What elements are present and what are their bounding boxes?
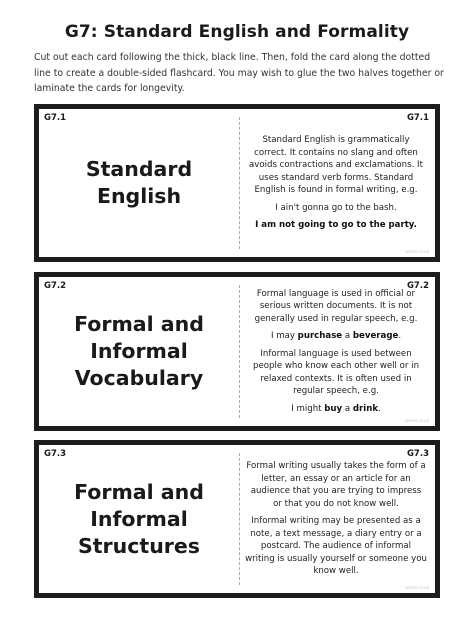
informal-definition: Informal language is used between people who know each other well or in relaxed contexts. It is often used in regular speech, e.g. bbox=[252, 348, 420, 397]
example-bold-word: drink bbox=[352, 403, 379, 414]
card-code-front: G7.3 bbox=[44, 449, 67, 459]
example-text: a bbox=[342, 403, 353, 414]
formal-structure-text: Formal writing usually takes the form of a letter, an essay or an article for an audience that you are trying to impress or that you do not know well. bbox=[246, 461, 426, 509]
card-code-back: G7.2 bbox=[406, 281, 429, 291]
example-bold-word: beverage bbox=[352, 331, 399, 342]
card-front-title: Formal and Informal Structures bbox=[74, 479, 204, 558]
example-text: I may bbox=[270, 331, 298, 342]
card-code-back: G7.1 bbox=[406, 113, 429, 123]
card-back-text bbox=[241, 277, 431, 426]
example-standard bbox=[255, 219, 417, 232]
card-code-front: G7.1 bbox=[44, 113, 67, 123]
watermark: twinkl.co.uk bbox=[405, 249, 429, 254]
page-title: G7: Standard English and Formality bbox=[64, 22, 410, 42]
example-nonstandard: I ain't gonna go to the bash. bbox=[275, 202, 397, 213]
watermark: twinkl.co.uk bbox=[405, 418, 429, 423]
flashcard-g7-2 bbox=[34, 272, 440, 431]
fold-line bbox=[239, 453, 240, 585]
example-bold-word: purchase bbox=[297, 331, 343, 342]
example-text: . bbox=[378, 403, 381, 414]
example-standard-bold: I am not going to go to the party. bbox=[255, 220, 417, 231]
example-text: a bbox=[342, 331, 353, 342]
example-bold-word: buy bbox=[324, 403, 343, 414]
card-code-front: G7.2 bbox=[44, 281, 67, 291]
card-back-text bbox=[241, 445, 431, 593]
flashcard-g7-1 bbox=[34, 104, 440, 262]
fold-line bbox=[239, 285, 240, 418]
card-back-text bbox=[241, 109, 431, 257]
example-text: . bbox=[398, 331, 402, 342]
watermark: twinkl.co.uk bbox=[405, 585, 429, 590]
card-front-title: Standard English bbox=[85, 157, 193, 208]
fold-line bbox=[239, 117, 240, 249]
informal-example bbox=[291, 403, 381, 416]
example-text: I might bbox=[291, 403, 325, 414]
formal-definition: Formal language is used in official or serious written documents. It is not generally used in regular speech, e.g. bbox=[254, 288, 418, 324]
card-front-title: Formal and Informal Vocabulary bbox=[74, 312, 204, 390]
card-code-back: G7.3 bbox=[406, 449, 429, 459]
flashcard-g7-3 bbox=[34, 440, 440, 598]
formal-example bbox=[271, 330, 401, 343]
informal-structure-text: Informal writing may be presented as a note, a text message, a diary entry or a postcard. The audience of informal writing is usually yourself or someone you know well. bbox=[245, 516, 427, 577]
instructions: Cut out each card following the thick, black line. Then, fold the card along the dotted line to create a double-sided flashcard. You may wish to glue the two halves together or laminate the cards for longevity. bbox=[34, 52, 444, 95]
definition-text: Standard English is grammatically correct. It contains no slang and often avoids contractions and exclamations. It uses standard verb forms. Standard English is found in formal writing, e.g. bbox=[249, 135, 423, 196]
